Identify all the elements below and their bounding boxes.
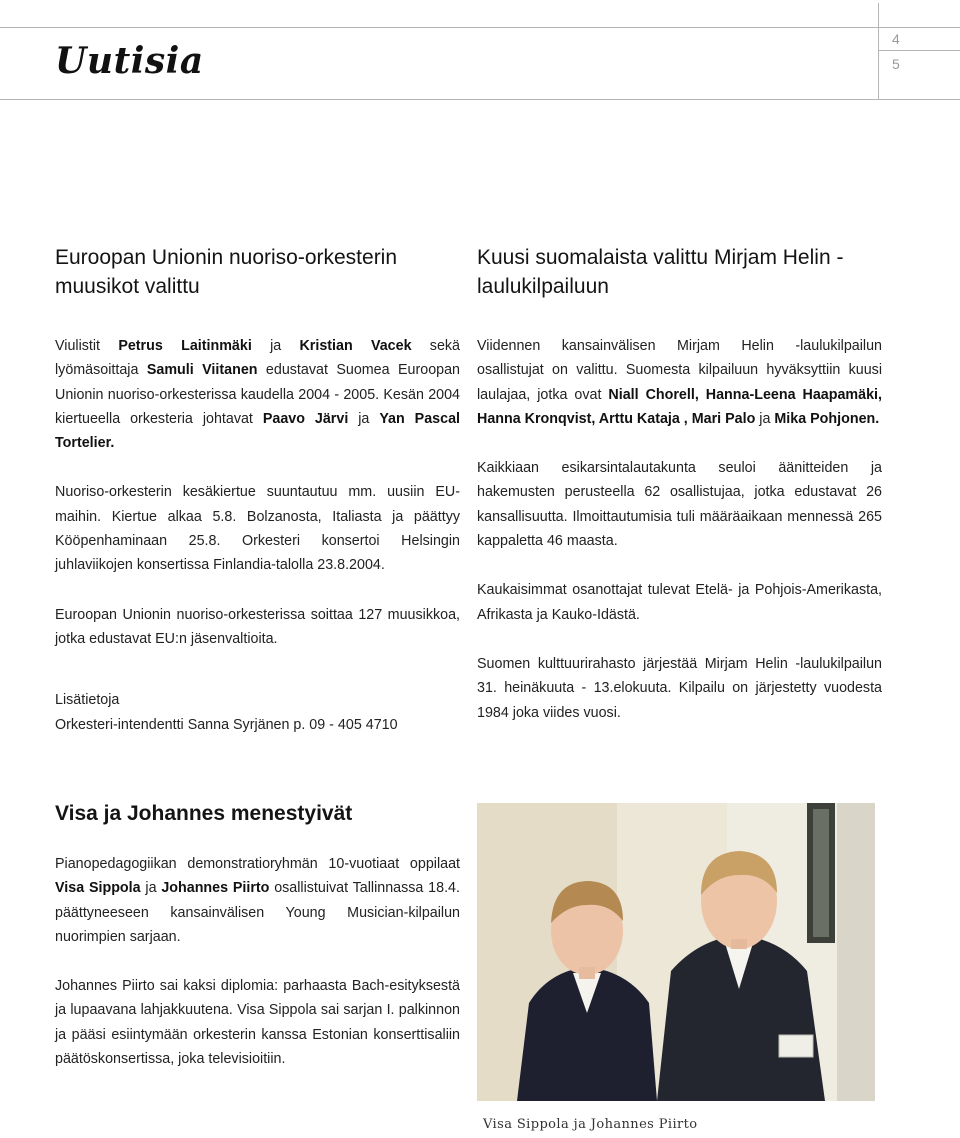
article-song-paragraph-2: Kaikkiaan esikarsintalautakunta seuloi äänitteiden ja hakemusten perusteella 62 osallistujaa, jotka edustavat 26 kansallisuutta. Ilmoittautumisia tuli määräaikaan mennessä 265 kappaletta 46 maasta. [477,460,882,550]
text-run: sekä lyömäsoittaja [55,338,461,379]
header-rule-vertical [878,3,879,100]
text-run: ja [348,410,380,427]
text-run: ja [140,880,162,897]
person-name: Johannes Piirto [161,880,270,897]
person-name: Mika Pohjonen. [774,410,880,427]
masthead-title: Uutisia [55,40,204,82]
article-visa-paragraph-2: Johannes Piirto sai kaksi diplomia: parhaasta Bach-esityksestä ja lupaavana lahjakkuutena. Visa Sippola sai sarjan I. palkinnon ja pääsi esiintymään orkesterin kanssa Estonian konserttisaliin päätöskonsertissa, joka televisioitiin. [55,978,460,1068]
text-run: osallistuivat Tallinnassa 18.4. päättyneeseen kansainvälisen Young Musician-kilpailun nuorimpien sarjaan. [55,880,460,945]
header-rule-top [0,27,960,28]
page-number-left: 4 [892,31,900,47]
text-run: Pianopedagogiikan demonstratioryhmän 10-vuotiaat oppilaat [55,856,460,872]
article-song-paragraph-3: Kaukaisimmat osanottajat tulevat Etelä- ja Pohjois-Amerikasta, Afrikasta ja Kauko-Idästä. [477,582,882,623]
person-name: Paavo Järvi [262,410,349,427]
text-run: edustavat Suomea Euroopan Unionin nuoriso-orkesterissa kaudella 2004 - 2005. Kesän 2004 kiertueella orkesteria johtavat [55,362,461,427]
header-rule-bottom [0,99,960,100]
text-run: ja [755,410,775,427]
article-visa-paragraph-1 [55,852,460,949]
article-orchestra-info-label: Lisätietoja [55,692,120,709]
article-song-paragraph-1 [477,334,882,431]
person-name: Kristian Vacek [299,338,412,354]
article-orchestra-paragraph-1 [55,334,460,455]
page-number-right: 5 [892,56,900,72]
boys-photo-illustration [477,803,875,1101]
article-visa [55,799,460,1071]
article-photo [477,803,875,1101]
article-visa-title: Visa ja Johannes menestyivät [55,802,353,825]
text-run: Viulistit [55,338,119,354]
article-orchestra-paragraph-3: Euroopan Unionin nuoriso-orkesterissa soittaa 127 muusikkoa, jotka edustavat EU:n jäsenvaltioita. [55,606,460,647]
person-name: Petrus Laitinmäki [118,338,252,354]
text-run: ja [251,338,300,354]
person-name: Visa Sippola [55,880,141,897]
article-orchestra-paragraph-2: Nuoriso-orkesterin kesäkiertue suuntautuu mm. uusiin EU-maihin. Kiertue alkaa 5.8. Bolzanosta, Italiasta ja päättyy Kööpenhaminaan 25.8. Orkesteri konsertoi Helsingin juhlaviikojen konsertissa Finlandia-talolla 23.8.2004. [55,484,460,574]
header-rule-middle [878,50,960,51]
person-name: Samuli Viitanen [146,362,258,379]
article-orchestra-info-contact: Orkesteri-intendentti Sanna Syrjänen p. 09 - 405 4710 [55,716,398,733]
text-run: Viidennen kansainvälisen Mirjam Helin -laulukilpailun osallistujat on valittu. Suomesta kilpailuun hyväksyttiin kuusi laulajaa, jotka ovat [477,338,882,403]
article-orchestra [55,243,460,737]
article-song-paragraph-4: Suomen kulttuurirahasto järjestää Mirjam Helin -laulukilpailun 31. heinäkuuta - 13.elokuuta. Kilpailu on järjestetty vuodesta 1984 joka viides vuosi. [477,655,882,721]
person-name: Niall Chorell, Hanna-Leena Haapamäki, Hanna Kronqvist, Arttu Kataja , Mari Palo [477,386,882,427]
article-orchestra-title: Euroopan Unionin nuoriso-orkesterin muusikot valittu [55,246,398,298]
article-song-title: Kuusi suomalaista valittu Mirjam Helin -laulukilpailuun [477,246,844,298]
person-name: Yan Pascal Tortelier. [55,410,460,452]
photo-caption: Visa Sippola ja Johannes Piirto [483,1117,698,1132]
article-song [477,243,882,725]
